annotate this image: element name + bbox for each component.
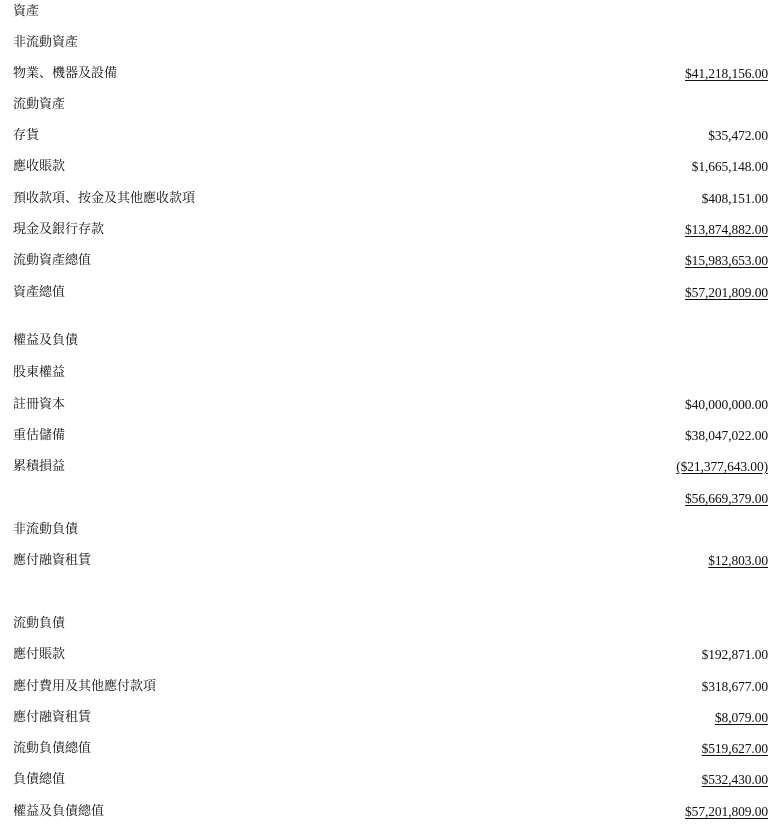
inventory-value: $35,472.00: [708, 128, 768, 143]
total-current-liabilities-value: $519,627.00: [701, 741, 768, 756]
total-current-assets-value: $15,983,653.00: [685, 253, 768, 268]
prepayments-row: [0, 187, 783, 211]
total-liabilities-value: $532,430.00: [701, 772, 768, 787]
accumulated-losses-row: [0, 455, 783, 479]
ppe-row: [0, 62, 783, 86]
cash-value: $13,874,882.00: [685, 222, 768, 237]
total-current-assets-label: 流動資產總值: [13, 253, 92, 268]
cash-row: [0, 218, 783, 242]
equity-subtotal-value: $56,669,379.00: [685, 491, 768, 506]
current-liabilities-heading-row: [0, 612, 783, 636]
total-assets-row: [0, 281, 783, 305]
accounts-payable-value: $192,871.00: [701, 647, 768, 662]
cash-label: 現金及銀行存款: [13, 222, 105, 237]
non-current-lease-label: 應付融資租賃: [13, 553, 92, 568]
total-assets-label: 資產總值: [13, 285, 66, 300]
registered-capital-row: [0, 393, 783, 417]
total-liabilities-label: 負債總值: [13, 772, 66, 787]
current-lease-value: $8,079.00: [714, 710, 768, 725]
accounts-receivable-label: 應收賬款: [13, 159, 66, 174]
equity-liabilities-heading: 權益及負債: [13, 333, 79, 348]
total-liabilities-row: [0, 768, 783, 792]
non-current-lease-row: [0, 549, 783, 573]
revaluation-reserve-row: [0, 424, 783, 448]
revaluation-reserve-label: 重估儲備: [13, 428, 66, 443]
registered-capital-value: $40,000,000.00: [685, 397, 768, 412]
non-current-liabilities-heading-row: [0, 518, 783, 542]
current-lease-row: [0, 706, 783, 730]
current-liabilities-heading: 流動負債: [13, 616, 66, 631]
prepayments-label: 預收款項、按金及其他應收款項: [13, 191, 196, 206]
current-assets-heading: 流動資產: [13, 97, 66, 112]
assets-heading: 資產: [13, 4, 40, 19]
non-current-lease-value: $12,803.00: [708, 553, 768, 568]
accounts-receivable-value: $1,665,148.00: [691, 159, 768, 174]
total-assets-value: $57,201,809.00: [685, 285, 768, 300]
total-current-liabilities-row: [0, 737, 783, 761]
accounts-receivable-row: [0, 155, 783, 179]
total-current-assets-row: [0, 249, 783, 273]
accrued-expenses-row: [0, 675, 783, 699]
accrued-expenses-value: $318,677.00: [701, 679, 768, 694]
equity-heading-row: [0, 361, 783, 385]
inventory-row: [0, 124, 783, 148]
current-lease-label: 應付融資租賃: [13, 710, 92, 725]
accumulated-losses-value: ($21,377,643.00): [676, 459, 768, 474]
inventory-label: 存貨: [13, 128, 40, 143]
equity-subtotal-row: [0, 487, 783, 511]
equity-liabilities-heading-row: [0, 329, 783, 353]
revaluation-reserve-value: $38,047,022.00: [685, 428, 768, 443]
non-current-assets-heading: 非流動資產: [13, 35, 79, 50]
prepayments-value: $408,151.00: [701, 191, 768, 206]
total-current-liabilities-label: 流動負債總值: [13, 741, 92, 756]
non-current-assets-heading-row: [0, 31, 783, 55]
accounts-payable-row: [0, 643, 783, 667]
equity-heading: 股東權益: [13, 365, 66, 380]
assets-heading-row: [0, 0, 783, 24]
non-current-liabilities-heading: 非流動負債: [13, 522, 79, 537]
ppe-value: $41,218,156.00: [685, 66, 768, 81]
registered-capital-label: 註冊資本: [13, 397, 66, 412]
accounts-payable-label: 應付賬款: [13, 647, 66, 662]
current-assets-heading-row: [0, 93, 783, 117]
total-equity-liabilities-row: [0, 800, 783, 824]
total-equity-liabilities-label: 權益及負債總值: [13, 804, 105, 819]
total-equity-liabilities-value: $57,201,809.00: [685, 804, 768, 819]
accumulated-losses-label: 累積損益: [13, 459, 66, 474]
accrued-expenses-label: 應付費用及其他應付款項: [13, 679, 157, 694]
ppe-label: 物業、機器及設備: [13, 66, 118, 81]
